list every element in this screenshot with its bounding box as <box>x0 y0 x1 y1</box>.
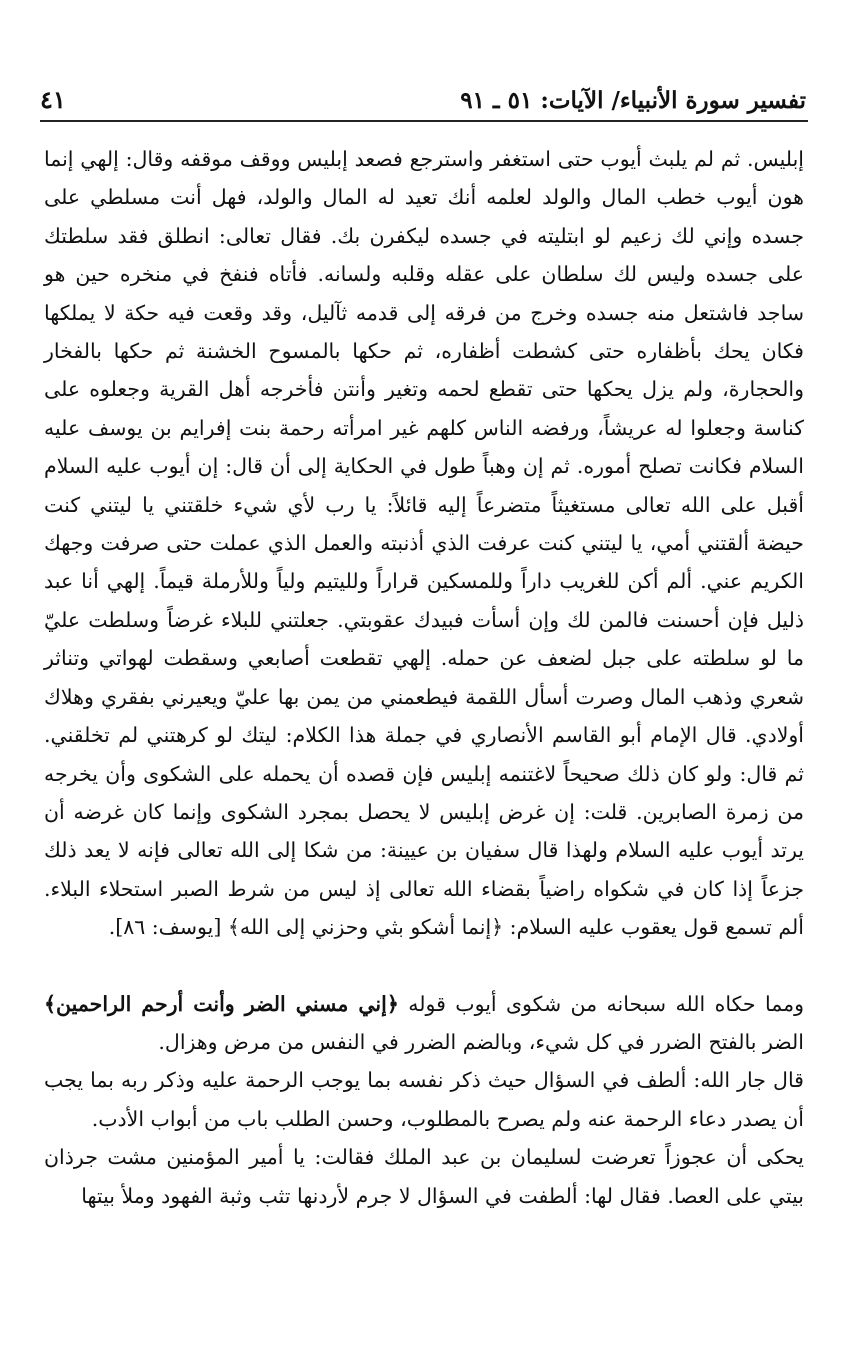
paragraph-ayyub-story: إبليس. ثم لم يلبث أيوب حتى استغفر واسترجع فصعد إبليس ووقف موقفه وقال: إلهي إنما هون أيوب خطب المال والولد لعلمه أنك تعيد له المال والولد، فهل أنت مسلطي على جسده وإني لك زعيم لو ابتليته في جسده ليكفرن بك. فقال تعالى: انطلق فقد سلطتك على جسده وليس لك سلطان على عقله وقلبه ولسانه. فأتاه فنفخ في منخره حين هو ساجد فاشتعل منه جسده وخرج من فرقه إلى قدمه ثآليل، وقد وقعت فيه حكة لا يملكها فكان يحك بأظفاره حتى كشطت أظفاره، ثم حكها بالمسوح الخشنة ثم حكها بالفخار والحجارة، ولم يزل يحكها حتى تقطع لحمه وتغير وأنتن فأخرجه أهل القرية وجعلوه على كناسة وجعلوا له عريشاً، ورفضه الناس كلهم غير امرأته رحمة بنت إفرايم بن يوسف عليه السلام فكانت تصلح أموره. ثم إن وهباً طول في الحكاية إلى أن قال: إن أيوب عليه السلام أقبل على الله تعالى مستغيثاً متضرعاً إليه قائلاً: يا رب لأي شيء خلقتني يا ليتني كنت حيضة ألقتني أمي، يا ليتني كنت عرفت الذي أذنبته والعمل الذي عملت حتى صرفت وجهك الكريم عني. ألم أكن للغريب داراً وللمسكين قراراً ولليتيم ولياً وللأرملة قيماً. إلهي أنا عبد ذليل فإن أحسنت فالمن لك وإن أسأت فبيدك عقوبتي. جعلتني للبلاء غرضاً وسلطت عليّ ما لو سلطته على جبل لضعف عن حمله. إلهي تقطعت أصابعي وسقطت لهواتي وتناثر شعري وذهب المال وصرت أسأل اللقمة فيطعمني من يمن بها عليّ ويعيرني بفقري وهلاك أولادي. قال الإمام أبو القاسم الأنصاري في جملة هذا الكلام: ليتك لو كرهتني لم تخلقني. ثم قال: ولو كان ذلك صحيحاً لاغتنمه إبليس فإن قصده أن يحمله على الشكوى وأن يخرجه من زمرة الصابرين. قلت: إن غرض إبليس لا يحصل بمجرد الشكوى وإنما كان غرضه أن يرتد أيوب عليه السلام ولهذا قال سفيان بن عيينة: من شكا إلى الله تعالى فإنه لا يعد ذلك جزعاً إذا كان في شكواه راضياً بقضاء الله تعالى إذ ليس من شرط الصبر استحلاء البلاء. ألم تسمع قول يعقوب عليه السلام: ﴿إنما أشكو بثي وحزني إلى الله﴾ [يوسف: ٨٦]. <box>44 147 804 940</box>
paragraph-jar-allah: قال جار الله: ألطف في السؤال حيث ذكر نفسه بما يوجب الرحمة عليه وذكر ربه بما يجب أن يصدر دعاء الرحمة عنه ولم يصرح بالمطلوب، وحسن الطلب باب من أبواب الأدب. <box>44 1068 804 1131</box>
page-number: ٤١ <box>40 85 66 114</box>
header-divider <box>40 120 808 122</box>
running-title: تفسير سورة الأنبياء/ الآيات: ٥١ ـ ٩١ <box>460 87 806 114</box>
paragraph-anecdote: يحكى أن عجوزاً تعرضت لسليمان بن عبد الملك فقالت: يا أمير المؤمنين مشت جرذان بيتي على العصا. فقال لها: ألطفت في السؤال لا جرم لأردنها تثب وثبة الفهود وملأ بيتها <box>44 1145 804 1208</box>
paragraph-ayyub-complaint <box>44 985 804 1062</box>
quran-verse: ﴿إني مسني الضر وأنت أرحم الراحمين﴾ <box>44 991 399 1016</box>
body-text <box>44 140 804 1215</box>
page-header <box>40 78 806 114</box>
paragraph-intro: ومما حكاه الله سبحانه من شكوى أيوب قوله <box>408 991 804 1016</box>
paragraph-definition: الضر بالفتح الضرر في كل شيء، وبالضم الضرر في النفس من مرض وهزال. <box>158 1029 804 1054</box>
